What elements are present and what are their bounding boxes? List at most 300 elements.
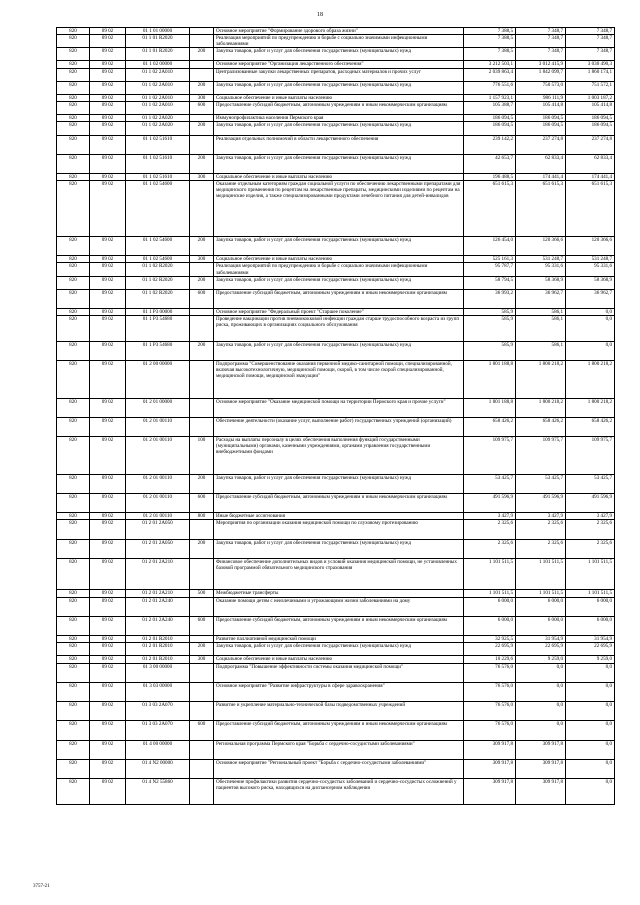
cell-amount-year2: 6 000,0 [516, 616, 566, 635]
table-row [57, 520, 615, 539]
cell-article-code: 01 2 01 00110 [126, 513, 190, 520]
cell-admin-code: 820 [57, 417, 90, 436]
cell-admin-code: 820 [57, 520, 90, 539]
cell-expense-type [190, 398, 214, 417]
cell-amount-year3: 0,0 [566, 702, 615, 721]
table-row [57, 61, 615, 68]
cell-amount-year3: 36 962,7 [566, 289, 615, 308]
cell-section-code: 09 02 [90, 94, 126, 101]
cell-amount-year1: 7 388,5 [464, 35, 516, 48]
cell-admin-code: 820 [57, 115, 90, 122]
cell-name: Предоставление субсидий бюджетным, автономным учреждениям и иным некоммерческим организациям [214, 289, 464, 308]
table-row [57, 256, 615, 263]
cell-expense-type: 200 [190, 81, 214, 94]
cell-amount-year1: 22 695,9 [464, 643, 516, 656]
cell-expense-type [190, 597, 214, 616]
cell-section-code: 09 02 [90, 760, 126, 779]
cell-amount-year2: 586,1 [516, 341, 566, 360]
cell-article-code: 01 1 02 2А020 [126, 122, 190, 135]
cell-amount-year2: 986 111,9 [516, 94, 566, 101]
cell-amount-year2: 58 368,9 [516, 276, 566, 289]
cell-article-code: 01 1 02 54600 [126, 181, 190, 237]
cell-amount-year1: 309 917,8 [464, 779, 516, 804]
cell-amount-year2: 531 248,7 [516, 256, 566, 263]
cell-name: Иные бюджетные ассигнования [214, 513, 464, 520]
cell-amount-year3: 0,0 [566, 309, 615, 316]
cell-admin-code: 820 [57, 539, 90, 558]
cell-article-code: 01 1 02 2А010 [126, 102, 190, 115]
cell-expense-type: 300 [190, 256, 214, 263]
cell-name: Социальное обеспечение и иные выплаты населению [214, 94, 464, 101]
cell-amount-year1: 76 576,0 [464, 663, 516, 682]
table-row [57, 94, 615, 101]
cell-section-code: 09 02 [90, 316, 126, 341]
cell-name: Реализация отдельных полномочий в области лекарственного обеспечения [214, 135, 464, 154]
cell-admin-code: 820 [57, 616, 90, 635]
cell-expense-type: 200 [190, 237, 214, 256]
table-row [57, 616, 615, 635]
cell-expense-type [190, 360, 214, 398]
cell-amount-year2: 7 348,7 [516, 35, 566, 48]
table-row [57, 154, 615, 173]
cell-article-code: 01 1 02 51610 [126, 135, 190, 154]
cell-expense-type: 200 [190, 122, 214, 135]
cell-article-code: 01 1 02 2А020 [126, 115, 190, 122]
cell-amount-year3: 53 425,7 [566, 474, 615, 493]
cell-expense-type: 300 [190, 174, 214, 181]
cell-amount-year3: 0,0 [566, 341, 615, 360]
cell-expense-type: 200 [190, 341, 214, 360]
cell-amount-year3: 651 615,3 [566, 181, 615, 237]
cell-amount-year3: 1 800 218,2 [566, 398, 615, 417]
cell-section-code: 09 02 [90, 513, 126, 520]
cell-article-code: 01 3 03 2А070 [126, 702, 190, 721]
cell-admin-code: 820 [57, 702, 90, 721]
cell-amount-year3: 6 000,0 [566, 616, 615, 635]
cell-amount-year3: 6 000,0 [566, 597, 615, 616]
cell-amount-year3: 0,0 [566, 740, 615, 759]
table-row [57, 760, 615, 779]
cell-article-code: 01 2 01 R2010 [126, 643, 190, 656]
cell-name: Предоставление субсидий бюджетным, автономным учреждениям и иным некоммерческим организациям [214, 494, 464, 513]
cell-admin-code: 820 [57, 636, 90, 643]
cell-name: Развитие паллиативной медицинской помощи [214, 636, 464, 643]
cell-amount-year3: 1 003 187,2 [566, 94, 615, 101]
cell-admin-code: 820 [57, 263, 90, 276]
cell-admin-code: 820 [57, 94, 90, 101]
cell-admin-code: 820 [57, 513, 90, 520]
cell-section-code: 09 02 [90, 81, 126, 94]
table-row [57, 35, 615, 48]
cell-name: Закупка товаров, работ и услуг для обеспечения государственных (муниципальных) нужд [214, 81, 464, 94]
cell-admin-code: 820 [57, 174, 90, 181]
cell-section-code: 09 02 [90, 68, 126, 81]
cell-section-code: 09 02 [90, 597, 126, 616]
cell-amount-year2: 309 917,8 [516, 760, 566, 779]
table-row [57, 636, 615, 643]
table-row [57, 779, 615, 804]
cell-article-code: 01 3 03 00000 [126, 682, 190, 701]
cell-amount-year3: 237 274,8 [566, 135, 615, 154]
cell-admin-code: 820 [57, 256, 90, 263]
cell-expense-type [190, 636, 214, 643]
cell-amount-year2: 586,1 [516, 309, 566, 316]
cell-amount-year3: 1 101 511,5 [566, 558, 615, 590]
cell-name: Проведение вакцинации против пневмококковой инфекции граждан старше трудоспособного возраста из групп риска, проживающих в организациях социального обслуживания [214, 316, 464, 341]
cell-amount-year1: 186 094,5 [464, 122, 516, 135]
cell-amount-year2: 1 842 099,7 [516, 68, 566, 81]
cell-amount-year1: 309 917,8 [464, 760, 516, 779]
cell-admin-code: 820 [57, 35, 90, 48]
cell-admin-code: 820 [57, 341, 90, 360]
table-row [57, 702, 615, 721]
cell-expense-type [190, 135, 214, 154]
cell-amount-year1: 239 142,2 [464, 135, 516, 154]
cell-article-code: 01 2 01 2А050 [126, 539, 190, 558]
cell-expense-type [190, 760, 214, 779]
cell-expense-type [190, 115, 214, 122]
cell-expense-type: 600 [190, 102, 214, 115]
cell-amount-year2: 109 975,7 [516, 437, 566, 475]
cell-amount-year3: 0,0 [566, 779, 615, 804]
cell-name: Подпрограмма "Повышение эффективности системы оказания медицинской помощи" [214, 663, 464, 682]
cell-article-code: 01 2 01 2А210 [126, 558, 190, 590]
cell-admin-code: 820 [57, 48, 90, 61]
cell-amount-year3: 531 248,7 [566, 256, 615, 263]
cell-name: Реализация мероприятий по предупреждению и борьбе с социально значимыми инфекционными заболеваниями [214, 35, 464, 48]
cell-amount-year3: 95 331,6 [566, 263, 615, 276]
cell-name: Закупка товаров, работ и услуг для обеспечения государственных (муниципальных) нужд [214, 474, 464, 493]
cell-amount-year3: 0,0 [566, 682, 615, 701]
table-row [57, 316, 615, 341]
cell-article-code: 01 3 03 2А070 [126, 721, 190, 740]
cell-name: Основное мероприятие "Оказание медицинской помощи на территории Пермского края и прочие услуги" [214, 398, 464, 417]
cell-amount-year3: 2 325,6 [566, 539, 615, 558]
cell-expense-type: 300 [190, 656, 214, 663]
cell-section-code: 09 02 [90, 48, 126, 61]
table-row [57, 48, 615, 61]
cell-name: Закупка товаров, работ и услуг для обеспечения государственных (муниципальных) нужд [214, 48, 464, 61]
cell-article-code: 01 2 00 00000 [126, 360, 190, 398]
cell-amount-year2: 237 274,8 [516, 135, 566, 154]
cell-expense-type: 200 [190, 474, 214, 493]
cell-article-code: 01 2 01 R2010 [126, 656, 190, 663]
cell-article-code: 01 1 P3 54680 [126, 316, 190, 341]
cell-section-code: 09 02 [90, 115, 126, 122]
table-row [57, 597, 615, 616]
cell-section-code: 09 02 [90, 663, 126, 682]
cell-expense-type: 600 [190, 289, 214, 308]
cell-amount-year1: 36 993,2 [464, 289, 516, 308]
cell-name: Мероприятия по организации оказания медицинской помощи по слуховому протезированию [214, 520, 464, 539]
cell-section-code: 09 02 [90, 35, 126, 48]
cell-article-code: 01 4 N2 00000 [126, 760, 190, 779]
cell-name: Социальное обеспечение и иные выплаты населению [214, 174, 464, 181]
cell-name: Оказание отдельным категориям граждан социальной услуги по обеспечению лекарственными препаратами для медицинского применения по рецептам на лекарственные препараты, медицинскими изделиями по рецептам на медицинские изделия, а также специализированными продуктами лечебного питания для детей-инвалидов [214, 181, 464, 237]
cell-amount-year2: 6 000,0 [516, 597, 566, 616]
cell-article-code: 01 1 01 R2020 [126, 48, 190, 61]
cell-admin-code: 820 [57, 68, 90, 81]
cell-expense-type: 800 [190, 513, 214, 520]
cell-name: Социальное обеспечение и иные выплаты населению [214, 256, 464, 263]
page-number: 18 [317, 12, 323, 18]
table-row [57, 28, 615, 35]
cell-admin-code: 820 [57, 276, 90, 289]
cell-name: Реализация мероприятий по предупреждению и борьбе с социально значимыми инфекционными заболеваниями [214, 263, 464, 276]
table-row [57, 558, 615, 590]
cell-article-code: 01 3 00 00000 [126, 663, 190, 682]
cell-article-code: 01 1 P3 54680 [126, 341, 190, 360]
cell-amount-year1: 2 325,6 [464, 539, 516, 558]
cell-amount-year2: 95 331,6 [516, 263, 566, 276]
cell-admin-code: 820 [57, 558, 90, 590]
cell-section-code: 09 02 [90, 417, 126, 436]
cell-amount-year3: 58 368,9 [566, 276, 615, 289]
cell-amount-year3: 1 860 174,1 [566, 68, 615, 81]
cell-amount-year1: 53 425,7 [464, 474, 516, 493]
cell-admin-code: 820 [57, 643, 90, 656]
cell-admin-code: 820 [57, 590, 90, 597]
cell-admin-code: 820 [57, 398, 90, 417]
cell-name: Основное мероприятие "Формирование здорового образа жизни" [214, 28, 464, 35]
cell-section-code: 09 02 [90, 437, 126, 475]
table-row [57, 663, 615, 682]
table-row [57, 237, 615, 256]
cell-amount-year2: 2 325,6 [516, 539, 566, 558]
cell-expense-type [190, 68, 214, 81]
cell-amount-year1: 2 325,6 [464, 520, 516, 539]
cell-admin-code: 820 [57, 663, 90, 682]
table-row [57, 276, 615, 289]
cell-amount-year1: 651 615,3 [464, 181, 516, 237]
cell-amount-year2: 1 800 218,2 [516, 360, 566, 398]
cell-amount-year1: 76 576,0 [464, 702, 516, 721]
cell-expense-type [190, 263, 214, 276]
table-row [57, 721, 615, 740]
cell-amount-year1: 76 576,0 [464, 721, 516, 740]
cell-amount-year3: 3 427,9 [566, 513, 615, 520]
cell-section-code: 09 02 [90, 276, 126, 289]
cell-expense-type: 200 [190, 154, 214, 173]
cell-amount-year3: 120 366,6 [566, 237, 615, 256]
cell-section-code: 09 02 [90, 656, 126, 663]
cell-amount-year2: 309 917,8 [516, 779, 566, 804]
cell-admin-code: 820 [57, 474, 90, 493]
cell-article-code: 01 1 02 R2020 [126, 263, 190, 276]
cell-amount-year2: 750 573,0 [516, 81, 566, 94]
cell-amount-year3: 658 426,2 [566, 417, 615, 436]
cell-admin-code: 820 [57, 682, 90, 701]
cell-amount-year2: 120 366,6 [516, 237, 566, 256]
table-row [57, 341, 615, 360]
cell-expense-type: 200 [190, 276, 214, 289]
cell-amount-year1: 1 101 511,5 [464, 590, 516, 597]
cell-amount-year3: 1 800 218,2 [566, 360, 615, 398]
cell-name: Подпрограмма "Совершенствование оказания первичной медико-санитарной помощи, специализированной, включая высокотехнологичную, медицинской помощи, скорой, в том числе скорой специализированной, медицинской помощи, медицинской эвакуации" [214, 360, 464, 398]
cell-section-code: 09 02 [90, 636, 126, 643]
cell-amount-year3: 62 833,4 [566, 154, 615, 173]
table-row [57, 682, 615, 701]
cell-amount-year2: 174 441,4 [516, 174, 566, 181]
cell-name: Региональная программа Пермского края "Борьба с сердечно-сосудистыми заболеваниями" [214, 740, 464, 759]
table-row [57, 398, 615, 417]
cell-expense-type [190, 28, 214, 35]
cell-amount-year3: 0,0 [566, 663, 615, 682]
budget-table [56, 27, 615, 805]
cell-article-code: 01 2 01 2А240 [126, 597, 190, 616]
cell-admin-code: 820 [57, 61, 90, 68]
cell-section-code: 09 02 [90, 237, 126, 256]
cell-name: Централизованные закупки лекарственных препаратов, расходных материалов и прочих услуг [214, 68, 464, 81]
cell-amount-year2: 586,1 [516, 316, 566, 341]
cell-amount-year3: 491 596,9 [566, 494, 615, 513]
cell-amount-year1: 1 101 511,5 [464, 558, 516, 590]
cell-name: Закупка товаров, работ и услуг для обеспечения государственных (муниципальных) нужд [214, 237, 464, 256]
cell-name: Обеспечение деятельности (оказание услуг, выполнение работ) государственных учреждений (организаций) [214, 417, 464, 436]
cell-name: Социальное обеспечение и иные выплаты населению [214, 656, 464, 663]
cell-admin-code: 820 [57, 721, 90, 740]
cell-name: Основное мероприятие "Организация лекарственного обеспечения" [214, 61, 464, 68]
cell-expense-type [190, 61, 214, 68]
cell-section-code: 09 02 [90, 590, 126, 597]
cell-amount-year1: 7 388,5 [464, 28, 516, 35]
cell-expense-type [190, 316, 214, 341]
cell-amount-year1: 658 426,2 [464, 417, 516, 436]
cell-section-code: 09 02 [90, 643, 126, 656]
cell-section-code: 09 02 [90, 263, 126, 276]
table-row [57, 474, 615, 493]
cell-expense-type [190, 520, 214, 539]
cell-admin-code: 820 [57, 309, 90, 316]
cell-article-code: 01 1 01 00000 [126, 28, 190, 35]
cell-name: Предоставление субсидий бюджетным, автономным учреждениям и иным некоммерческим организациям [214, 102, 464, 115]
cell-amount-year1: 2 039 863,4 [464, 68, 516, 81]
cell-article-code: 01 2 01 2А210 [126, 590, 190, 597]
cell-article-code: 01 1 01 R2020 [126, 35, 190, 48]
cell-admin-code: 820 [57, 102, 90, 115]
cell-expense-type: 600 [190, 494, 214, 513]
table-row [57, 174, 615, 181]
cell-section-code: 09 02 [90, 102, 126, 115]
cell-name: Предоставление субсидий бюджетным, автономным учреждениям и иным некоммерческим организациям [214, 616, 464, 635]
cell-amount-year3: 22 695,9 [566, 643, 615, 656]
cell-amount-year2: 1 800 218,2 [516, 398, 566, 417]
cell-amount-year2: 186 094,5 [516, 122, 566, 135]
cell-section-code: 09 02 [90, 360, 126, 398]
table-row [57, 643, 615, 656]
cell-admin-code: 820 [57, 437, 90, 475]
table-row [57, 81, 615, 94]
cell-amount-year3: 1 101 511,5 [566, 590, 615, 597]
cell-section-code: 09 02 [90, 28, 126, 35]
cell-amount-year1: 126 454,0 [464, 237, 516, 256]
table-row [57, 115, 615, 122]
cell-name: Иммунопрофилактика населения Пермского края [214, 115, 464, 122]
cell-amount-year2: 62 833,4 [516, 154, 566, 173]
table-row [57, 437, 615, 475]
cell-expense-type [190, 558, 214, 590]
cell-article-code: 01 1 02 54600 [126, 256, 190, 263]
cell-admin-code: 820 [57, 494, 90, 513]
cell-amount-year2: 105 414,8 [516, 102, 566, 115]
table-row [57, 513, 615, 520]
cell-section-code: 09 02 [90, 494, 126, 513]
cell-amount-year2: 2 325,6 [516, 520, 566, 539]
cell-admin-code: 820 [57, 656, 90, 663]
table-row [57, 68, 615, 81]
cell-amount-year2: 7 348,7 [516, 28, 566, 35]
cell-amount-year3: 186 094,5 [566, 122, 615, 135]
cell-amount-year1: 109 975,7 [464, 437, 516, 475]
table-row [57, 539, 615, 558]
table-row [57, 102, 615, 115]
cell-amount-year1: 585,9 [464, 309, 516, 316]
cell-name: Межбюджетные трансферты [214, 590, 464, 597]
cell-article-code: 01 2 01 2А240 [126, 616, 190, 635]
table-row [57, 656, 615, 663]
cell-amount-year3: 7 348,7 [566, 28, 615, 35]
cell-admin-code: 820 [57, 760, 90, 779]
table-row [57, 740, 615, 759]
cell-section-code: 09 02 [90, 256, 126, 263]
cell-admin-code: 820 [57, 597, 90, 616]
cell-section-code: 09 02 [90, 135, 126, 154]
cell-admin-code: 820 [57, 316, 90, 341]
cell-article-code: 01 1 02 51610 [126, 174, 190, 181]
cell-amount-year3: 109 975,7 [566, 437, 615, 475]
cell-amount-year2: 0,0 [516, 721, 566, 740]
cell-amount-year3: 9 259,0 [566, 656, 615, 663]
cell-amount-year3: 31 954,9 [566, 636, 615, 643]
cell-article-code: 01 2 01 00000 [126, 398, 190, 417]
cell-article-code: 01 2 01 00110 [126, 417, 190, 436]
cell-section-code: 09 02 [90, 740, 126, 759]
table-row [57, 289, 615, 308]
cell-amount-year1: 309 917,8 [464, 740, 516, 759]
cell-amount-year1: 105 388,7 [464, 102, 516, 115]
table-row [57, 135, 615, 154]
cell-amount-year1: 32 925,5 [464, 636, 516, 643]
cell-section-code: 09 02 [90, 520, 126, 539]
cell-amount-year3: 105 414,8 [566, 102, 615, 115]
cell-admin-code: 820 [57, 122, 90, 135]
cell-article-code: 01 1 02 R2020 [126, 289, 190, 308]
cell-section-code: 09 02 [90, 779, 126, 804]
cell-amount-year2: 651 615,3 [516, 181, 566, 237]
cell-amount-year3: 186 094,5 [566, 115, 615, 122]
cell-amount-year1: 6 000,0 [464, 597, 516, 616]
cell-expense-type [190, 181, 214, 237]
cell-name: Закупка товаров, работ и услуг для обеспечения государственных (муниципальных) нужд [214, 539, 464, 558]
cell-section-code: 09 02 [90, 616, 126, 635]
cell-amount-year1: 585,9 [464, 341, 516, 360]
cell-name: Основное мероприятие "Развитие инфраструктуры в сфере здравоохранения" [214, 682, 464, 701]
cell-amount-year2: 53 425,7 [516, 474, 566, 493]
cell-amount-year2: 36 962,7 [516, 289, 566, 308]
cell-amount-year2: 1 101 511,5 [516, 590, 566, 597]
cell-expense-type [190, 663, 214, 682]
cell-expense-type: 100 [190, 437, 214, 475]
cell-amount-year1: 1 157 923,1 [464, 94, 516, 101]
cell-name: Основное мероприятие "Федеральный проект "Старшее поколение" [214, 309, 464, 316]
cell-amount-year1: 776 551,6 [464, 81, 516, 94]
cell-admin-code: 820 [57, 779, 90, 804]
cell-name: Закупка товаров, работ и услуг для обеспечения государственных (муниципальных) нужд [214, 154, 464, 173]
cell-amount-year3: 3 030 490,3 [566, 61, 615, 68]
cell-admin-code: 820 [57, 28, 90, 35]
cell-article-code: 01 4 N2 55860 [126, 779, 190, 804]
cell-article-code: 01 1 02 51610 [126, 154, 190, 173]
